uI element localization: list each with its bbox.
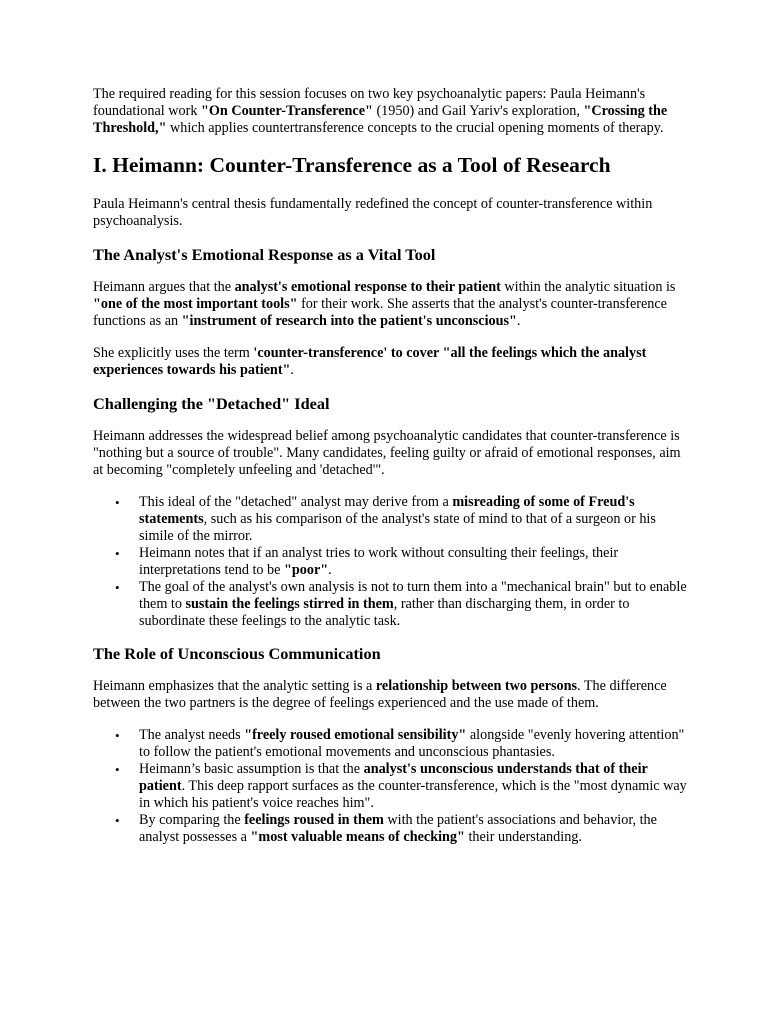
bold-emphasis: "freely roused emotional sensibility" (244, 727, 467, 743)
detached-ideal-paragraph: Heimann addresses the widespread belief among psychoanalytic candidates that counter-transference is "nothing but a source of trouble". Many candidates, feeling guilty or afraid of emotional responses, aim at becoming "completely unfeeling and 'detached'". (93, 428, 681, 478)
section-title: I. Heimann: Counter-Transference as a Tool of Research (93, 153, 611, 177)
bullet-icon: • (115, 580, 120, 595)
bold-emphasis: analyst's emotional response to their patient (234, 279, 501, 295)
bullet-text: Heimann notes that if an analyst tries to work without consulting their feelings, their interpretations tend to be "poor". (139, 545, 619, 578)
section-intro-paragraph: Paula Heimann's central thesis fundamentally redefined the concept of counter-transference within psychoanalysis. (93, 196, 653, 229)
bold-emphasis: feelings roused in them (244, 812, 384, 828)
bullet-icon: • (115, 495, 120, 510)
emotional-response-paragraph-1: Heimann argues that the analyst's emotional response to their patient within the analytic situation is "one of the most important tools" for their work. She asserts that the analyst's counter-transference functions as an "instrument of research into the patient's unconscious". (93, 279, 676, 329)
bullet-list-item (115, 579, 688, 630)
unconscious-communication-bullet-list (93, 727, 688, 846)
bullet-text: The analyst needs "freely roused emotional sensibility" alongside "evenly hovering attention" to follow the patient's emotional movements and unconscious phantasies. (139, 727, 685, 760)
bullet-text: By comparing the feelings roused in them with the patient's associations and behavior, the analyst possesses a "most valuable means of checking" their understanding. (139, 812, 657, 845)
bold-emphasis: "On Counter-Transference" (200, 103, 373, 119)
bullet-text: Heimann’s basic assumption is that the analyst's unconscious understands that of their patient. This deep rapport surfaces as the counter-transference, which is the "most dynamic way in which his patient's voice reaches him". (139, 761, 687, 811)
detached-ideal-bullet-list (93, 494, 688, 630)
bullet-list-item (115, 761, 688, 812)
bold-emphasis: "Crossing the Threshold," (93, 103, 668, 136)
subheading-detached-ideal: Challenging the "Detached" Ideal (93, 394, 330, 413)
unconscious-communication-paragraph: Heimann emphasizes that the analytic setting is a relationship between two persons. The difference between the two partners is the degree of feelings experienced and the use made of them. (93, 678, 667, 711)
subheading-unconscious-communication: The Role of Unconscious Communication (93, 644, 381, 663)
bold-emphasis: "one of the most important tools" (93, 296, 298, 312)
bold-emphasis: "poor" (284, 562, 329, 578)
bullet-list-item (115, 727, 688, 761)
bullet-list-item (115, 545, 688, 579)
bullet-text: This ideal of the "detached" analyst may derive from a misreading of some of Freud's statements, such as his comparison of the analyst's state of mind to that of a surgeon or his simile of the mirror. (139, 494, 656, 544)
intro-paragraph: The required reading for this session focuses on two key psychoanalytic papers: Paula Heimann's foundational work "On Counter-Transference" (1950) and Gail Yariv's exploration, "Crossing the Threshold," which applies countertransference concepts to the crucial opening moments of therapy. (93, 86, 668, 136)
bold-emphasis: "most valuable means of checking" (250, 829, 465, 845)
bullet-list-item (115, 494, 688, 545)
emotional-response-paragraph-2: She explicitly uses the term 'counter-transference' to cover "all the feelings which the analyst experiences towards his patient". (93, 345, 647, 378)
bullet-list-item (115, 812, 688, 846)
bold-emphasis: sustain the feelings stirred in them (185, 596, 394, 612)
bullet-icon: • (115, 813, 120, 828)
bold-emphasis: "instrument of research into the patient's unconscious" (181, 313, 517, 329)
bold-emphasis: misreading of some of Freud's statements (139, 494, 635, 527)
subheading-emotional-response: The Analyst's Emotional Response as a Vital Tool (93, 245, 436, 264)
bold-emphasis: 'counter-transference' to cover "all the feelings which the analyst experiences towards his patient" (93, 345, 647, 378)
bullet-text: The goal of the analyst's own analysis is not to turn them into a "mechanical brain" but to enable them to sustain the feelings stirred in them, rather than discharging them, in order to subordinate these feelings to the analytic task. (139, 579, 687, 629)
bold-emphasis: relationship between two persons (375, 678, 578, 694)
bullet-icon: • (115, 728, 120, 743)
bullet-icon: • (115, 762, 120, 777)
bullet-icon: • (115, 546, 120, 561)
bold-emphasis: analyst's unconscious understands that of their patient (139, 761, 648, 794)
